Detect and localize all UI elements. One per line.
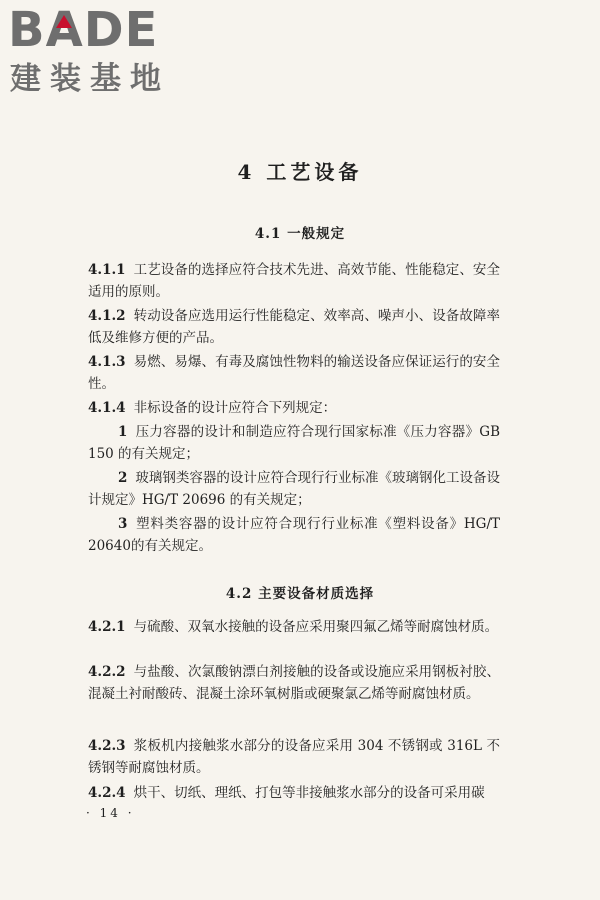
clause-number: 4.2.2 bbox=[88, 664, 126, 680]
clause-number: 4.1.2 bbox=[88, 308, 126, 324]
chapter-title: 4 工艺设备 bbox=[237, 160, 363, 184]
section-title-4-1: 4.1 一般规定 bbox=[254, 226, 346, 242]
clause-text: 与硫酸、双氧水接触的设备应采用聚四氟乙烯等耐腐蚀材质。 bbox=[133, 619, 499, 635]
clause-text: 烘干、切纸、理纸、打包等非接触浆水部分的设备可采用碳 bbox=[133, 785, 485, 801]
clause-text: 转动设备应选用运行性能稳定、效率高、噪声小、设备故障率低及维修方便的产品。 bbox=[88, 308, 500, 346]
clause-text: 浆板机内接触浆水部分的设备应采用 304 不锈钢或 316L 不锈钢等耐腐蚀材质。 bbox=[88, 738, 500, 776]
clause-4-2-2 bbox=[88, 661, 500, 705]
watermark-cjk-text: 建装基地 bbox=[10, 61, 170, 97]
clause-text: 与盐酸、次氯酸钠漂白剂接触的设备或设施应采用钢板衬胶、混凝土衬耐酸砖、混凝土涂环氧树脂或硬聚氯乙烯等耐腐蚀材质。 bbox=[88, 664, 500, 702]
list-item-1 bbox=[88, 421, 500, 465]
clause-4-1-4 bbox=[88, 397, 500, 419]
list-item-2 bbox=[88, 467, 500, 511]
clause-number: 4.1.1 bbox=[88, 262, 126, 278]
clause-number: 4.2.4 bbox=[88, 785, 126, 801]
clause-4-2-4 bbox=[88, 782, 500, 804]
clause-4-2-1 bbox=[88, 616, 500, 638]
clause-4-1-1 bbox=[88, 259, 500, 303]
item-text: 玻璃钢类容器的设计应符合现行行业标准《玻璃钢化工设备设计规定》HG/T 20696 的有关规定； bbox=[88, 470, 500, 508]
page-number: · 14 · bbox=[86, 806, 135, 820]
clause-4-1-3 bbox=[88, 351, 500, 395]
clause-number: 4.1.3 bbox=[88, 354, 126, 370]
watermark-latin-text: BADE bbox=[8, 2, 159, 58]
clause-text: 易燃、易爆、有毒及腐蚀性物料的输送设备应保证运行的安全性。 bbox=[88, 354, 500, 392]
clause-number: 4.1.4 bbox=[88, 400, 126, 416]
clause-4-1-2 bbox=[88, 305, 500, 349]
item-number: 1 bbox=[118, 424, 128, 440]
item-number: 2 bbox=[118, 470, 128, 486]
clause-number: 4.2.3 bbox=[88, 738, 126, 754]
clause-text: 非标设备的设计应符合下列规定： bbox=[133, 400, 337, 416]
section-title-4-2: 4.2 主要设备材质选择 bbox=[225, 586, 375, 602]
item-text: 压力容器的设计和制造应符合现行国家标准《压力容器》GB 150 的有关规定； bbox=[88, 424, 500, 462]
clause-4-2-3 bbox=[88, 735, 500, 779]
clause-text: 工艺设备的选择应符合技术先进、高效节能、性能稳定、安全适用的原则。 bbox=[88, 262, 500, 300]
item-text: 塑料类容器的设计应符合现行行业标准《塑料设备》HG/T 20640的有关规定。 bbox=[88, 516, 500, 554]
clause-number: 4.2.1 bbox=[88, 619, 126, 635]
item-number: 3 bbox=[118, 516, 128, 532]
list-item-3 bbox=[88, 513, 500, 557]
